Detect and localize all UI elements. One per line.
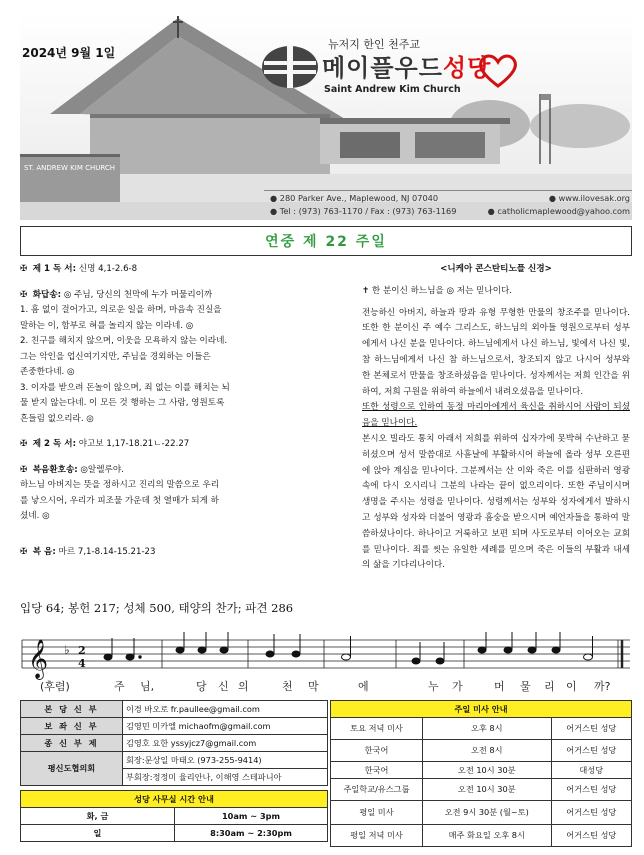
table-row (331, 825, 632, 847)
gospel-label: 복 음 (32, 546, 53, 557)
mass-type: 평일 저녁 미사 (331, 825, 423, 847)
readings-column (20, 262, 316, 570)
first-reading-label: 제 1 독 서 (32, 264, 73, 274)
office-hours-table (20, 790, 328, 842)
creed-paragraph: 본시오 빌라도 통치 아래서 저희를 위하여 십자가에 못박혀 수난하고 묻히셨으며 성서 말씀대로 사흗날에 부활하시어 하늘에 올라 성부 오른편에 앉아 계심을 믿나이다. 그분께서는 산 이와 죽은 이를 심판하러 영광 속에 다시 오시리니 그분의 나라는 끝이 없으리이다. 또한 주님이시며 생명을 주시는 성령을 믿나이다. 성령께서는 성부와 성자에게서 발하시고 성부와 성자와 더불어 영광과 흠숭을 받으시며 예언자들을 통하여 말씀하셨나이다. 하나이고 거룩하고 보편 되며 사도로부터 이어오는 교회를 믿나이다. 죄를 씻는 유일한 세례를 믿으며 죽은 이들의 부활과 내세의 삶을 기다리나이다. (362, 433, 630, 571)
alleluia-line: 하느님 아버지는 뜻을 정하시고 진리의 말씀으로 우리 (20, 480, 220, 490)
logo-title-main: 메이플우드 (322, 54, 443, 82)
lyric-syllable: 까? (594, 680, 611, 693)
lyric-syllable: 이 (566, 680, 577, 693)
mass-time: 매주 화요일 오후 8시 (423, 825, 552, 847)
church-mark-icon (260, 44, 320, 90)
second-reading: ✠ 제 2 독 서: 야고보 1,17-18.21ㄴ-22.27 (20, 437, 316, 453)
mass-place: 대성당 (551, 762, 631, 779)
table-row (21, 825, 328, 842)
staff-role: 평신도협의회 (21, 752, 123, 786)
psalm-line: 그는 악인을 업신여기지만, 주님을 경외하는 이들은 (20, 351, 211, 362)
psalm-label: 화답송 (32, 289, 58, 300)
mass-schedule-table (330, 700, 632, 847)
gospel-acclamation: ✠ 복음환호송: ◎알렐루야. 하느님 아버지는 뜻을 정하시고 진리의 말씀으로 우리 를 낳으시어, 우리가 피조물 가운데 첫 열매가 되게 하 셨네. ◎ (20, 463, 316, 525)
lyric-syllable: 님, (140, 680, 155, 693)
psalm-line: 3. 이자를 받으려 돈놀이 않으며, 죄 없는 이를 해치는 뇌 (20, 382, 230, 393)
bulletin-header (20, 14, 632, 220)
mass-type: 주일학교/유스그룹 (331, 779, 423, 801)
table-row (21, 718, 328, 735)
mass-place: 어거스틴 성당 (551, 740, 631, 762)
reading-mark-icon: ✠ (20, 264, 28, 274)
table-header (331, 701, 632, 718)
lyric-syllable: 천 (282, 680, 293, 693)
flat-icon: ♭ (64, 643, 70, 657)
staff-role: 보 좌 신 부 (21, 718, 123, 735)
office-day: 화, 금 (21, 808, 175, 825)
logo-english: Saint Andrew Kim Church (324, 84, 461, 95)
alleluia-line: 셨네. ◎ (20, 511, 50, 521)
sunday-title-box (20, 226, 632, 256)
lyric-syllable: 머 (494, 680, 505, 693)
refrain-lyrics (20, 678, 632, 694)
heart-icon (476, 52, 520, 88)
psalm-line: 1. 흠 없이 걸어가고, 의로운 일을 하며, 마음속 진실을 (20, 305, 222, 315)
logo-subtitle: 뉴저지 한인 천주교 (328, 38, 421, 51)
table-row (21, 735, 328, 752)
website[interactable]: ● www.ilovesak.org (548, 193, 630, 203)
psalm-line: 2. 친구를 해치지 않으며, 이웃을 모욕하지 않는 이라네. (20, 336, 228, 346)
alleluia-text: ◎알렐루야. (80, 464, 124, 475)
logo-title-accent: 성당 (442, 54, 492, 82)
sunday-title: 연중 제 22 주일 (265, 234, 387, 250)
mass-time: 오전 8시 (423, 740, 552, 762)
creed-column (362, 262, 630, 574)
staff-info: 김영민 미카엘 michaofm@gmail.com (123, 718, 328, 735)
table-row (21, 808, 328, 825)
mass-type: 한국어 (331, 740, 423, 762)
refrain-score (20, 630, 632, 680)
psalm-mark-icon: ✠ (20, 289, 28, 300)
mass-time: 오전 10시 30분 (423, 779, 552, 801)
office-time: 8:30am ~ 2:30pm (175, 825, 328, 842)
staff-info: 부회장:정정미 율리안나, 이해영 스테파니아 (123, 769, 328, 786)
hymn-list: 입당 64; 봉헌 217; 성체 500, 태양의 찬가; 파견 286 (20, 601, 294, 615)
psalm-line: 흔들림 없으리라. ◎ (20, 413, 94, 424)
email[interactable]: ● catholicmaplewood@yahoo.com (487, 206, 630, 216)
mass-place: 어거스틴 성당 (551, 801, 631, 825)
contact-divider (264, 190, 632, 191)
creed-title: <니케아 콘스탄티노플 신경> (440, 264, 552, 274)
staff-role: 종 신 부 제 (21, 735, 123, 752)
logo-title (322, 48, 491, 83)
lyric-syllable: 가 (452, 680, 463, 693)
lyric-syllable: 의 (238, 680, 249, 693)
table-row (21, 701, 328, 718)
gospel-mark-icon: ✠ (20, 546, 28, 557)
table-row (331, 801, 632, 825)
office-hours-title: 성당 사무실 시간 안내 (21, 791, 328, 808)
alleluia-mark-icon: ✠ (20, 464, 28, 475)
mass-type: 한국어 (331, 762, 423, 779)
psalm-line: 말하는 이, 함부로 혀를 놀리지 않는 이라네. ◎ (20, 320, 194, 331)
mass-type: 평일 미사 (331, 801, 423, 825)
lyric-syllable: 누 (428, 680, 439, 693)
lyric-syllable: 당 (196, 680, 207, 693)
reading-mark-icon: ✠ (20, 439, 28, 449)
lyric-syllable: 에 (358, 680, 369, 693)
mass-time: 오후 8시 (423, 718, 552, 740)
creed-incarnation: 또한 성령으로 인하여 동정 마리아에게서 육신을 취하시어 사람이 되셨음을 믿나이다. (362, 402, 630, 429)
table-header (21, 791, 328, 808)
gospel: ✠ 복 음: 마르 7,1-8.14-15.21-23 (20, 545, 316, 561)
table-row (331, 779, 632, 801)
mass-time: 오전 9시 30분 (월~토) (423, 801, 552, 825)
staff-info: 이경 바오로 fr.paullee@gmail.com (123, 701, 328, 718)
creed-paragraph: 전능하신 아버지, 하늘과 땅과 유형 무형한 만물의 창조주를 믿나이다. 또한 한 분이신 주 예수 그리스도, 하느님의 외아들 영원으로부터 성부에게서 나신 분을 믿나이다. 하느님에게서 나신 하느님, 빛에서 나신 빛, 참 하느님에게서 나신 참 하느님으로서, 창조되지 않고 나시어 성부와 한 본체로서 만물을 창조하셨음을 믿나이다. 성자께서는 저희 인간을 위하여, 저희 구원을 위하여 하늘에서 내려오셨음을 믿나이다. (362, 307, 630, 397)
second-reading-label: 제 2 독 서 (32, 439, 73, 449)
psalm: ✠ 화답송: ◎ 주님, 당신의 천막에 누가 머물리이까 1. 흠 없이 걸어가고, 의로운 일을 하며, 마음속 진실을 말하는 이, 함부로 혀를 놀리지 않는 이라네. ◎ 2. 친구를 해치지 않으며, 이웃을 모욕하지 않는 이라네. 그는 악인을 업신여기지만, 주님을 경외하는 이들은 존중한다네. ◎ 3. 이자를 받으려 돈놀이 않으며, 죄 없는 이를 해치는 뇌 물 받지 않는다네. 이 모든 것 행하는 그 사람, 영원토록 흔들림 없으리라. ◎ (20, 288, 316, 428)
lyric-syllable: 물 (520, 680, 531, 693)
alleluia-line: 를 낳으시어, 우리가 피조물 가운데 첫 열매가 되게 하 (20, 495, 219, 506)
table-row (331, 718, 632, 740)
staff-info: 회장:문상일 마태오 (973-255-9414) (123, 752, 328, 769)
phone: ● Tel : (973) 763-1170 / Fax : (973) 763-1169 (270, 206, 457, 216)
office-time: 10am ~ 3pm (175, 808, 328, 825)
website-text[interactable]: www.ilovesak.org (558, 193, 630, 203)
email-text[interactable]: catholicmaplewood@yahoo.com (497, 206, 630, 216)
mass-place: 어거스틴 성당 (551, 718, 631, 740)
lyric-syllable: 신 (218, 680, 229, 693)
office-day: 일 (21, 825, 175, 842)
mass-place: 어거스틴 성당 (551, 825, 631, 847)
table-row (331, 740, 632, 762)
mass-time: 오전 10시 30분 (423, 762, 552, 779)
staff-table (20, 700, 328, 786)
second-reading-ref: 야고보 1,17-18.21ㄴ-22.27 (78, 439, 190, 449)
time-signature-top: 2 (78, 644, 86, 657)
psalm-refrain: ◎ 주님, 당신의 천막에 누가 머물리이까 (63, 289, 213, 300)
staff-info: 김영호 요한 yssyjcz7@gmail.com (123, 735, 328, 752)
first-reading: ✠ 제 1 독 서: 신명 4,1-2.6-8 (20, 262, 316, 278)
psalm-line: 물 받지 않는다네. 이 모든 것 행하는 그 사람, 영원토록 (20, 398, 225, 408)
refrain-label: (후렴) (40, 680, 70, 693)
mass-place: 어거스틴 성당 (551, 779, 631, 801)
address-text: 280 Parker Ave., Maplewood, NJ 07040 (279, 193, 439, 203)
building-sign: ST. ANDREW KIM CHURCH (24, 164, 116, 172)
address: ● 280 Parker Ave., Maplewood, NJ 07040 (270, 193, 439, 203)
bulletin-date: 2024년 9월 1일 (22, 46, 116, 60)
table-row (331, 762, 632, 779)
lyric-syllable: 리 (544, 680, 555, 693)
lyric-syllable: 막 (308, 680, 319, 693)
psalm-line: 존중한다네. ◎ (20, 367, 75, 377)
mass-schedule-title: 주일 미사 안내 (331, 701, 632, 718)
gospel-ref: 마르 7,1-8.14-15.21-23 (58, 546, 156, 557)
creed-opening: ✝ 한 분이신 하느님을 ◎ 저는 믿나이다. (362, 285, 513, 296)
phone-text: Tel : (973) 763-1170 / Fax : (973) 763-1169 (279, 206, 457, 216)
first-reading-ref: 신명 4,1-2.6-8 (78, 264, 138, 274)
church-logo (260, 36, 520, 96)
table-row (21, 752, 328, 769)
contact-info (270, 192, 630, 218)
time-signature-bottom: 4 (78, 657, 86, 670)
mass-type: 토요 저녁 미사 (331, 718, 423, 740)
treble-clef-icon: 𝄞 (28, 639, 49, 679)
staff-role: 본 당 신 부 (21, 701, 123, 718)
alleluia-label: 복음환호송 (32, 464, 75, 475)
lyric-syllable: 주 (114, 680, 125, 693)
